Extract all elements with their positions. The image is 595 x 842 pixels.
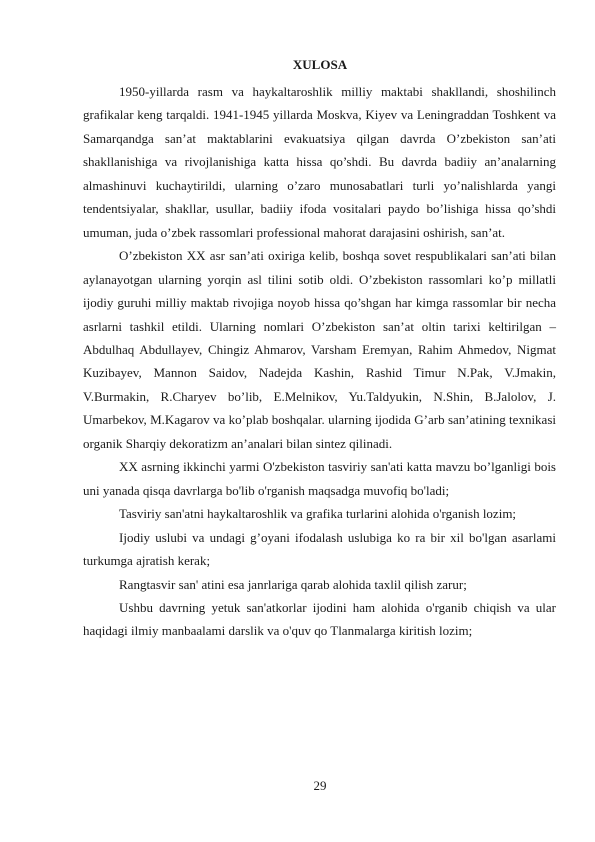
paragraph-7: Ushbu davrning yetuk san'atkorlar ijodini ham alohida o'rganib chiqish va ular haqidagi ilmiy manbaalami darslik va o'quv qo Tlanmalarga kiritish lozim; (83, 599, 556, 639)
paragraph-2: O’zbekiston XX asr san’ati oxiriga kelib, boshqa sovet respublikalari san’ati bilan aylanayotgan ularning yorqin asl tilini sotib oldi. O’zbekiston rassomlari ko’p millatli ijodiy guruhi milliy maktab rivojiga noyob hissa qo’shgan har kimga rassomlar bir necha asrlarni tashkil etildi. Ularning nomlari O’zbekiston san’at oltin tarixi keltirilgan – Abdulhaq Abdullayev, Chingiz Ahmarov, Varsham Eremyan, Rahim Ahmedov, Nigmat Kuzibayev, Mannon Saidov, Nadejda Kashin, Rashid Timur N.Pak, V.Jmakin, V.Burmakin, R.Charyev bo’lib, E.Melnikov, Yu.Taldyukin, N.Shin, B.Jalolov, J. Umarbekov, M.Kagarov va ko’plab boshqalar. ularning ijodida G’arb san’atining texnikasi organik Sharqiy dekoratizm an’analari bilan sintez qilinadi. (83, 248, 556, 451)
page-number: 29 (313, 778, 327, 793)
paragraph-1: 1950-yillarda rasm va haykaltaroshlik milliy maktabi shakllandi, shoshilinch grafikalar keng tarqaldi. 1941-1945 yillarda Moskva, Kiyev va Leningraddan Toshkent va Samarqandga san’at maktablarini evakuatsiya qilgan davrda O’zbekiston san’ati shakllanishiga va rivojlanishiga katta hissa qo’shdi. Bu davrda badiiy an’analarning almashinuvi kuchaytirildi, ularning o’zaro munosabatlari turli yo’nalishlarda yangi tendentsiyalar, shakllar, usullar, badiiy ifoda vositalari paydo bo’lishiga hissa qo’shdi umuman, juda o’zbek rassomlari professional mahorat darajasini oshirish, san’at. (83, 84, 556, 240)
paragraph-3: XX asrning ikkinchi yarmi O'zbekiston tasviriy san'ati katta mavzu bo’lganligi bois uni yanada qisqa davrlarga bo'lib o'rganish maqsadga muvofiq bo'ladi; (83, 459, 556, 498)
section-title: XULOSA (292, 57, 348, 72)
paragraph-6: Rangtasvir san' atini esa janrlariga qarab alohida taxlil qilish zarur; (119, 576, 467, 592)
paragraph-5: Ijodiy uslubi va undagi g’oyani ifodalash uslubiga ko ra bir xil bo'lgan asarlami turkumga ajratish kerak; (83, 529, 556, 569)
body-text (83, 80, 556, 643)
paragraph-4: Tasviriy san'atni haykaltaroshlik va grafika turlarini alohida o'rganish lozim; (119, 506, 517, 522)
